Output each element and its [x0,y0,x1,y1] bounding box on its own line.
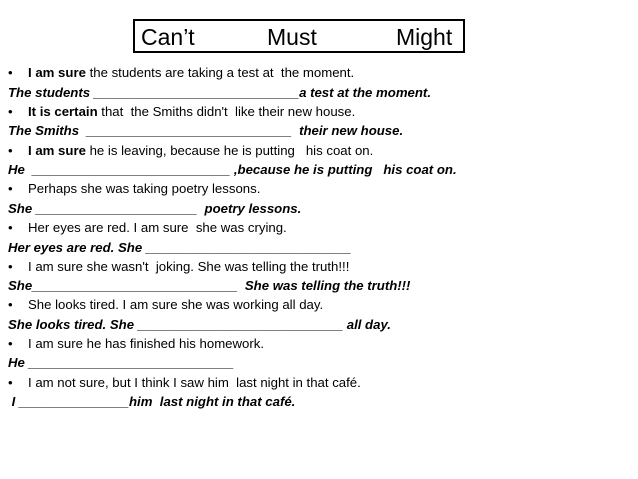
title-must: Must [267,24,317,50]
prompt-line [8,103,355,121]
answer-line: She looks tired. She ____________________________ all day. [8,317,391,332]
prompt-line [8,335,264,353]
prompt-text: he is leaving, because he is putting his coat on. [85,143,374,158]
prompt-line [8,258,349,276]
bullet-icon: • [8,104,13,119]
prompt-text: the students are taking a test at the moment. [85,65,355,80]
prompt-text: Her eyes are red. I am sure she was crying. [28,220,287,235]
bullet-icon: • [8,259,13,274]
prompt-line [8,64,354,82]
answer-line: He ___________________________ ,because he is putting his coat on. [8,162,457,177]
prompt-line [8,374,361,392]
prompt-text: that the Smiths didn't like their new house. [97,104,356,119]
answer-line: He ____________________________ [8,355,234,370]
answer-line: She ______________________ poetry lessons. [8,201,302,216]
title-might: Might [396,24,453,50]
bullet-icon: • [8,220,13,235]
prompt-keyword: It is certain [28,104,98,119]
prompt-text: I am sure he has finished his homework. [28,336,265,351]
prompt-text: Perhaps she was taking poetry lessons. [28,181,261,196]
bullet-icon: • [8,143,13,158]
answer-line: She____________________________ She was telling the truth!!! [8,278,411,293]
prompt-text: She looks tired. I am sure she was working all day. [28,297,324,312]
bullet-icon: • [8,297,13,312]
prompt-keyword: I am sure [28,143,86,158]
answer-line: The students ____________________________a test at the moment. [8,85,431,100]
prompt-line [8,180,260,198]
answer-line: I _______________him last night in that café. [8,394,296,409]
prompt-line [8,219,287,237]
answer-line: Her eyes are red. She ____________________________ [8,240,352,255]
title-cant: Can’t [141,24,195,50]
title-box [133,19,465,53]
answer-line: The Smiths ____________________________ their new house. [8,123,404,138]
prompt-text: I am sure she wasn't joking. She was telling the truth!!! [28,259,350,274]
prompt-line [8,296,323,314]
bullet-icon: • [8,181,13,196]
bullet-icon: • [8,336,13,351]
prompt-keyword: I am sure [28,65,86,80]
bullet-icon: • [8,375,13,390]
prompt-text: I am not sure, but I think I saw him last night in that café. [28,375,361,390]
prompt-line [8,142,373,160]
bullet-icon: • [8,65,13,80]
